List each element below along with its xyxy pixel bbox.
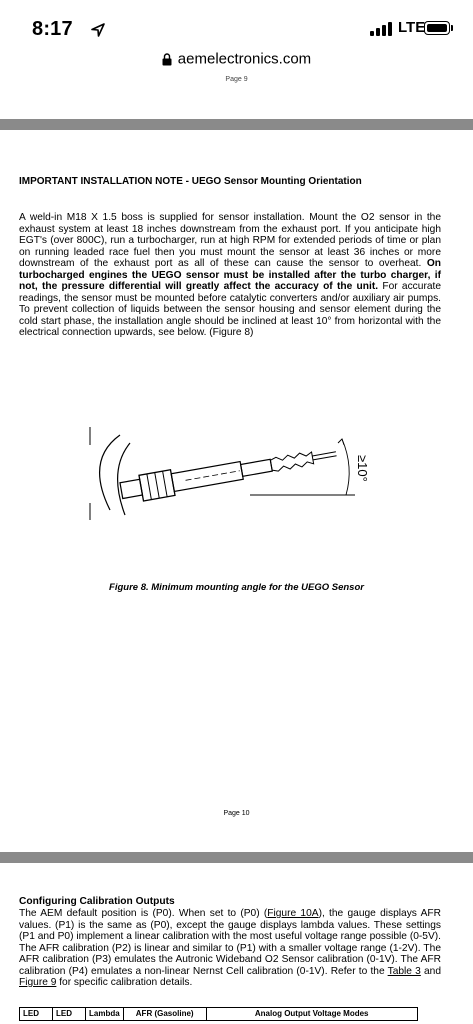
- url-text: aemelectronics.com: [177, 50, 312, 68]
- location-arrow-icon: [90, 22, 106, 38]
- status-bar: [0, 0, 473, 50]
- paragraph-text: and: [420, 965, 442, 977]
- sensor-mounting-figure: [80, 415, 380, 525]
- angle-label: ≥10°: [355, 455, 370, 482]
- battery-cap: [451, 25, 453, 31]
- table-header-cell: LED: [53, 1008, 86, 1021]
- cellular-signal-icon: [370, 22, 394, 36]
- figure-8-caption: Figure 8. Minimum mounting angle for the UEGO Sensor: [109, 582, 364, 593]
- calibration-table: [19, 1007, 418, 1021]
- network-type: LTE: [398, 19, 426, 36]
- table-3-link[interactable]: Table 3: [387, 965, 421, 977]
- clock: 8:17: [32, 18, 73, 40]
- paragraph-text: The AEM default position is (P0). When set to (P0) (: [19, 908, 268, 919]
- figure-10a-link[interactable]: Figure 10A: [267, 908, 319, 919]
- calibration-outputs-heading: Configuring Calibration Outputs: [19, 896, 175, 907]
- paragraph-bold-text: On turbocharged engines the UEGO sensor must be installed after the turbo charger, if not, the pressure differential will greatly affect the accuracy of the unit.: [19, 258, 441, 292]
- table-header-cell: AFR (Gasoline): [123, 1008, 206, 1021]
- installation-paragraph: [19, 212, 441, 339]
- paragraph-text: For accurate readings, the sensor must be mounted before catalytic converters and/or auxiliary air pumps. To prevent collection of liquids between the sensor housing and sensor element during the cold start phase, the installation angle should be inclined at least 10° from horizontal with the electrical connection upwards, see below. (Figure 8): [19, 281, 441, 338]
- table-header-row: [20, 1008, 418, 1021]
- paragraph-text: A weld-in M18 X 1.5 boss is supplied for sensor installation. Mount the O2 sensor in the exhaust system at least 18 inches downstream from the exhaust port. If you anticipate high EGT's (over 800C), run a turbocharger, run at high RPM for extended periods of time or plan on running leaded race fuel then you must mount the sensor at least 36 inches or more downstream of the exhaust port as all of these can cause the sensor to overheat.: [19, 212, 441, 269]
- page-10-label: Page 10: [223, 810, 250, 817]
- paragraph-text: for specific calibration details.: [56, 977, 193, 988]
- table-header-cell: LED: [20, 1008, 53, 1021]
- page-9-label: Page 9: [225, 76, 248, 83]
- calibration-paragraph: [19, 908, 441, 989]
- installation-note-heading: IMPORTANT INSTALLATION NOTE - UEGO Sensor Mounting Orientation: [19, 176, 362, 187]
- paragraph-text: ), the gauge displays AFR values. (P1) is the same as (P0), except the gauge displays lambda values. These settings (P1 and P0) implement a linear calibration with the most useful voltage range possible (0-5V). The AFR calibration (P2) is linear and similar to (P1) with a smaller voltage range (1-2V). The AFR calibration (P3) emulates the Autronic Wideband O2 Sensor calibration (0-1V). The AFR calibration (P4) emulates a non-linear Nernst Cell calibration (0-1V). Refer to the: [19, 908, 441, 977]
- page-separator: [0, 119, 473, 130]
- table-header-cell: Analog Output Voltage Modes: [206, 1008, 417, 1021]
- battery-icon: [424, 21, 450, 35]
- figure-9-link[interactable]: Figure 9: [19, 977, 57, 988]
- table-header-cell: Lambda: [86, 1008, 124, 1021]
- lock-icon: [162, 53, 172, 66]
- page-separator: [0, 852, 473, 863]
